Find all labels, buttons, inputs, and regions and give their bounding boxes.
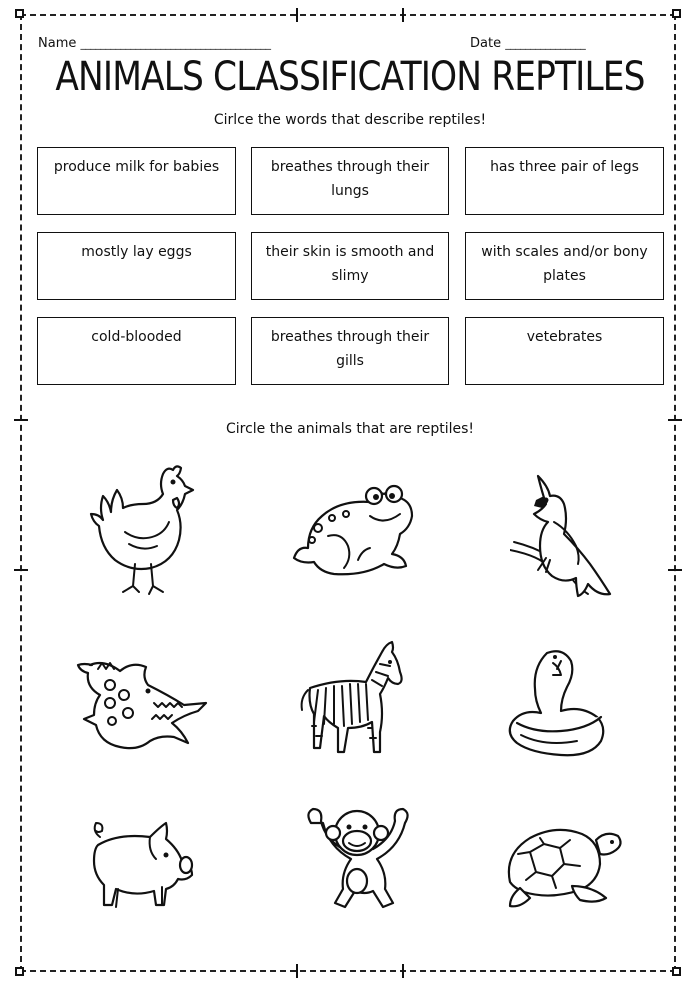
border-tick	[14, 569, 28, 571]
border-tick	[402, 8, 404, 22]
name-label: Name	[38, 36, 77, 51]
corner-mark-bottom-right	[672, 967, 681, 976]
date-field[interactable]	[470, 36, 585, 51]
zebra-icon[interactable]	[290, 638, 410, 763]
frog-icon[interactable]	[288, 478, 418, 583]
word-box[interactable]: with scales and/or bony plates	[465, 232, 664, 300]
pig-icon[interactable]	[78, 815, 198, 920]
corner-mark-bottom-left	[15, 967, 24, 976]
cobra-icon[interactable]	[505, 643, 615, 763]
crocodile-icon[interactable]	[70, 645, 210, 760]
chicken-icon[interactable]	[85, 460, 195, 605]
name-blank: ______________________________________	[80, 37, 271, 50]
word-box[interactable]: mostly lay eggs	[37, 232, 236, 300]
word-box[interactable]: produce milk for babies	[37, 147, 236, 215]
word-box[interactable]: has three pair of legs	[465, 147, 664, 215]
word-box[interactable]: their skin is smooth and slimy	[251, 232, 449, 300]
border-tick	[668, 569, 682, 571]
word-box[interactable]: cold-blooded	[37, 317, 236, 385]
page-title: ANIMALS CLASSIFICATION REPTILES	[55, 54, 645, 100]
word-box[interactable]: breathes through their lungs	[251, 147, 449, 215]
border-tick	[296, 8, 298, 22]
turtle-icon[interactable]	[500, 822, 625, 912]
name-field[interactable]	[38, 36, 271, 51]
instruction-words: Cirlce the words that describe reptiles!	[213, 112, 487, 128]
monkey-icon[interactable]	[303, 805, 413, 920]
cardinal-icon[interactable]	[510, 470, 620, 600]
instruction-animals: Circle the animals that are reptiles!	[225, 421, 475, 437]
corner-mark-top-left	[15, 9, 24, 18]
border-tick	[402, 964, 404, 978]
word-box[interactable]: vetebrates	[465, 317, 664, 385]
date-blank: ________________	[505, 37, 586, 50]
border-tick	[296, 964, 298, 978]
corner-mark-top-right	[672, 9, 681, 18]
date-label: Date	[470, 36, 502, 51]
word-box[interactable]: breathes through their gills	[251, 317, 449, 385]
